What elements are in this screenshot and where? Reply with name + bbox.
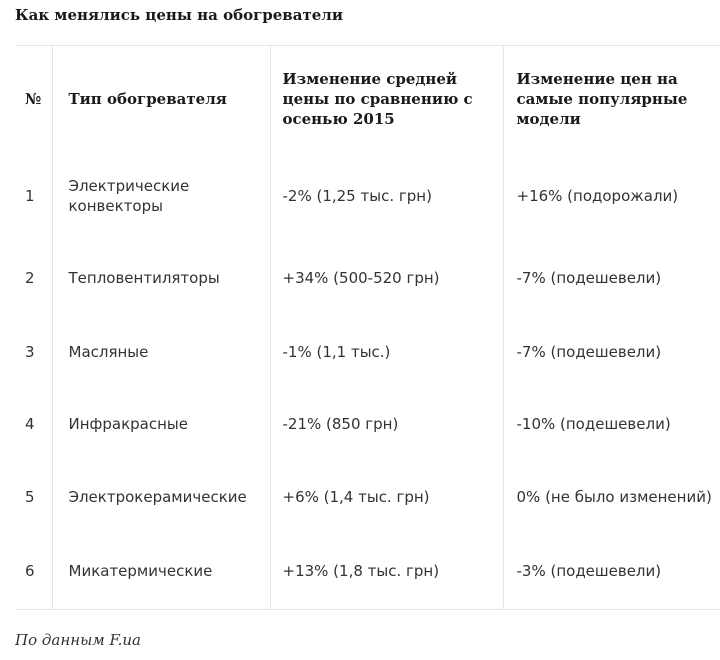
table-header-row xyxy=(15,46,720,153)
table-row xyxy=(15,533,720,610)
cell-popular-change: -7% (подешевели) xyxy=(503,315,720,388)
header-num: № xyxy=(25,90,42,108)
cell-avg-change: +34% (500-520 грн) xyxy=(270,240,503,315)
cell-type: Микатермические xyxy=(52,533,270,610)
cell-type: Инфракрасные xyxy=(52,388,270,460)
cell-popular-change: -7% (подешевели) xyxy=(503,240,720,315)
page-title: Как менялись цены на обогреватели xyxy=(15,6,343,24)
cell-num: 1 xyxy=(25,187,35,205)
cell-num: 3 xyxy=(25,342,35,361)
cell-num: 4 xyxy=(25,415,35,433)
header-popular-change: Изменение цен на самые популярные модели xyxy=(503,46,720,153)
cell-type: Электрические конвекторы xyxy=(52,152,270,240)
cell-type: Электрокерамические xyxy=(52,460,270,533)
table-row xyxy=(15,388,720,460)
cell-avg-change: -1% (1,1 тыс.) xyxy=(270,315,503,388)
cell-type: Тепловентиляторы xyxy=(52,240,270,315)
cell-popular-change: -10% (подешевели) xyxy=(503,388,720,460)
table-row xyxy=(15,460,720,533)
cell-popular-change: 0% (не было изменений) xyxy=(503,460,720,533)
table-row xyxy=(15,315,720,388)
header-avg-change: Изменение средней цены по сравнению с осенью 2015 xyxy=(270,46,503,153)
cell-avg-change: -21% (850 грн) xyxy=(270,388,503,460)
cell-popular-change: -3% (подешевели) xyxy=(503,533,720,610)
cell-num: 2 xyxy=(25,268,35,287)
cell-type: Масляные xyxy=(52,315,270,388)
cell-avg-change: +13% (1,8 тыс. грн) xyxy=(270,533,503,610)
header-type: Тип обогревателя xyxy=(52,46,270,153)
cell-num: 5 xyxy=(25,487,35,506)
table-row xyxy=(15,240,720,315)
source-note: По данным F.ua xyxy=(15,631,141,649)
cell-avg-change: +6% (1,4 тыс. грн) xyxy=(270,460,503,533)
table-row xyxy=(15,152,720,240)
cell-popular-change: +16% (подорожали) xyxy=(503,152,720,240)
cell-num: 6 xyxy=(25,562,35,580)
cell-avg-change: -2% (1,25 тыс. грн) xyxy=(270,152,503,240)
heater-prices-table xyxy=(15,45,720,610)
